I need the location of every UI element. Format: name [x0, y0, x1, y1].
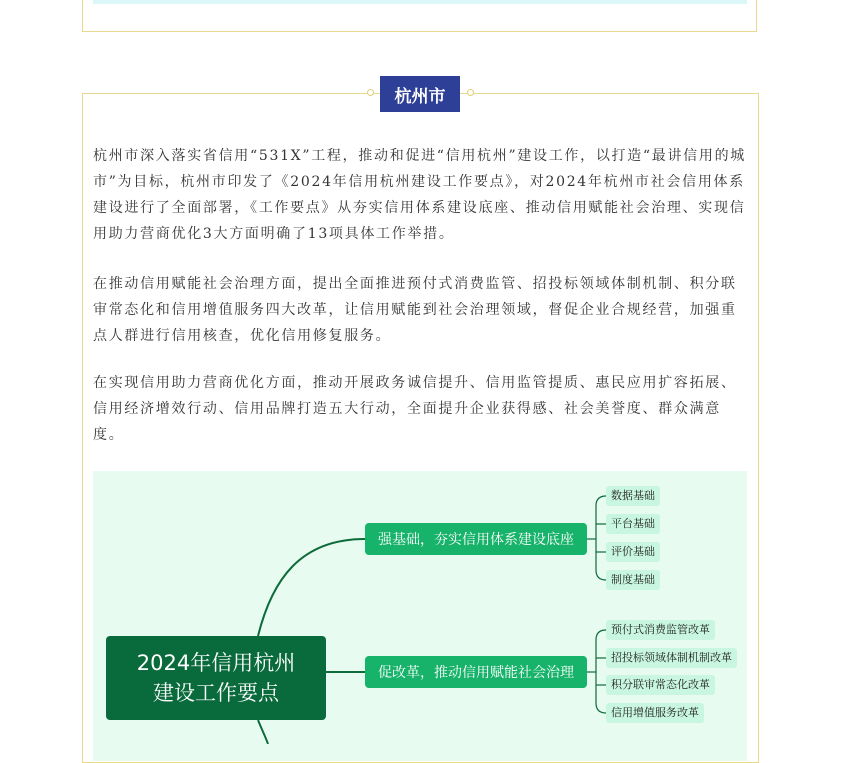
branch-promote-reform: 促改革，推动信用赋能社会治理 — [365, 656, 587, 688]
paragraph-governance: 在推动信用赋能社会治理方面，提出全面推进预付式消费监管、招投标领域体制机制、积分联审常态化和信用增值服务四大改革，让信用赋能到社会治理领域，督促企业合规经营，加强重点人群进行信用核查，优化信用修复服务。 — [93, 276, 737, 344]
connector-branch-1-brace — [596, 496, 606, 580]
branch-strengthen-foundation: 强基础，夯实信用体系建设底座 — [365, 523, 587, 555]
connector-central-branch-3 — [258, 720, 268, 744]
paragraph-business: 在实现信用助力营商优化方面，推动开展政务诚信提升、信用监管提质、惠民应用扩容拓展、信用经济增效行动、信用品牌打造五大行动，全面提升企业获得感、社会美誉度、群众满意度。 — [93, 375, 737, 443]
paragraph-intro: 杭州市深入落实省信用“531X”工程，推动和促进“信用杭州”建设工作，以打造“最讲信用的城市”为目标，杭州市印发了《2024年信用杭州建设工作要点》，对2024年杭州市社会信用体系建设进行了全面部署，《工作要点》从夯实信用体系建设底座、推动信用赋能社会治理、实现信用助力营商优化3大方面明确了13项具体工作举措。 — [93, 148, 746, 242]
leaf-data-foundation: 数据基础 — [606, 486, 660, 506]
connector-branch-2-brace — [596, 630, 606, 713]
leaf-credit-value-added-reform: 信用增值服务改革 — [606, 703, 704, 723]
central-title-line-2: 建设工作要点 — [153, 681, 279, 705]
leaf-prepaid-consumption-reform: 预付式消费监管改革 — [606, 620, 715, 640]
section-title: 杭州市 — [380, 76, 460, 112]
leaf-joint-review-reform: 积分联审常态化改革 — [606, 675, 715, 695]
mindmap-central-node — [106, 636, 326, 720]
leaf-bidding-mechanism-reform: 招投标领域体制机制改革 — [606, 648, 737, 668]
leaf-platform-foundation: 平台基础 — [606, 514, 660, 534]
connector-central-branch-1 — [258, 539, 365, 636]
leaf-system-foundation: 制度基础 — [606, 570, 660, 590]
leaf-evaluation-foundation: 评价基础 — [606, 542, 660, 562]
central-title-line-1: 2024年信用杭州 — [136, 651, 296, 675]
